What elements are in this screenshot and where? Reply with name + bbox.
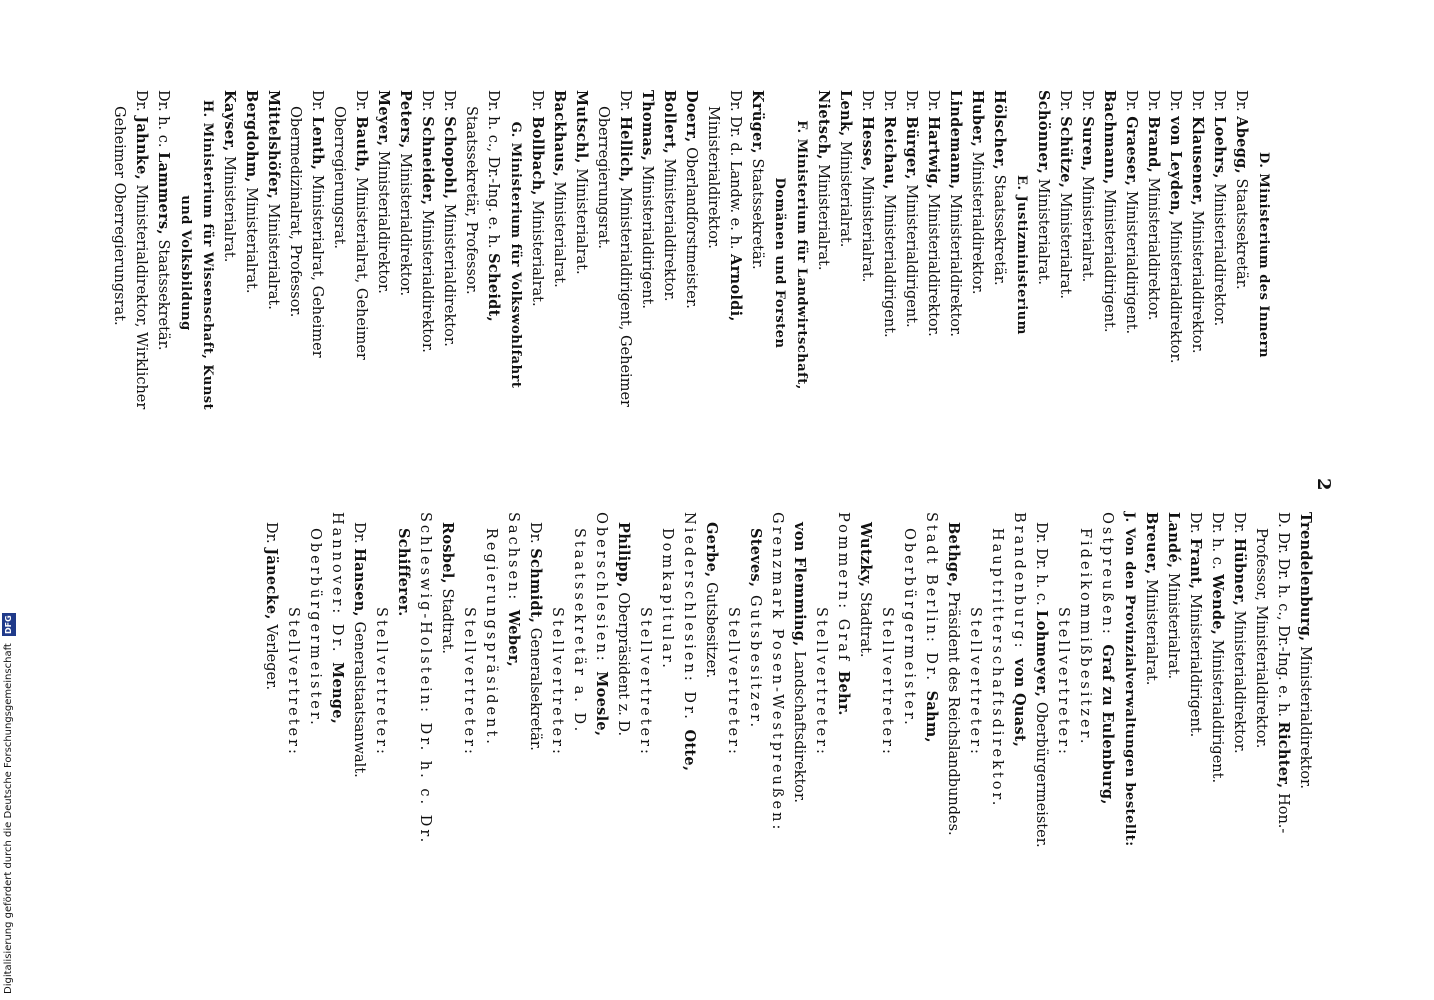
entry-role: Ministerialdirigent. bbox=[881, 189, 897, 338]
footer-credit-text: Digitalisierung gefördert durch die Deutsche Forschungsgemeinschaft bbox=[3, 643, 14, 994]
entry-line bbox=[900, 90, 922, 420]
province-line bbox=[986, 512, 1030, 852]
deputy-entry bbox=[436, 512, 458, 852]
person-name: von Leyden, bbox=[1167, 116, 1184, 216]
person-name: Bürger, bbox=[903, 116, 920, 180]
entry-role: Ministerialdirektor. bbox=[1297, 641, 1313, 789]
person-name: Lohmeyer, bbox=[1033, 610, 1050, 698]
person-name: Gerbe, bbox=[703, 522, 720, 578]
province-name: Hannover: bbox=[329, 512, 345, 624]
entry-line bbox=[592, 90, 636, 420]
section-heading: E. Justizministerium bbox=[1014, 175, 1029, 335]
entry-prefix: Dr. bbox=[1231, 512, 1247, 539]
person-name: Hübner, bbox=[1231, 538, 1248, 607]
entry-prefix: Dr. bbox=[419, 90, 435, 117]
entry-role: Staatssekretär. bbox=[155, 234, 171, 351]
deputy-label: Stellvertreter: bbox=[549, 607, 565, 757]
entry-prefix: Dr. h. c. Dr. bbox=[417, 722, 433, 846]
entry-prefix: Dr. bbox=[353, 90, 369, 117]
person-name: Jahnke, bbox=[133, 116, 150, 180]
entry-role: Ministerialdirigent. bbox=[903, 179, 919, 328]
person-name: Peters, bbox=[397, 90, 414, 149]
entry-role: Generalsekretär. bbox=[527, 623, 543, 751]
entry-role: Ministerialrat. bbox=[529, 195, 545, 307]
person-name: Bachmann, bbox=[1101, 90, 1118, 185]
entry-role: Ministerialdirektor. bbox=[419, 205, 435, 353]
entry-prefix: Dr. bbox=[923, 652, 939, 691]
entry-prefix: Dr. bbox=[1189, 90, 1205, 117]
entry-role: Domkapitular. bbox=[659, 528, 675, 671]
person-name: Otte, bbox=[681, 729, 698, 772]
deputy-entry bbox=[700, 512, 722, 852]
entry-line bbox=[1228, 512, 1250, 852]
entry-line bbox=[152, 90, 174, 420]
person-name: Schütze, bbox=[1057, 116, 1074, 189]
deputy-label: Stellvertreter: bbox=[637, 607, 653, 757]
entry-role: Ministerialrat. bbox=[1165, 568, 1181, 680]
person-name: Wutzky, bbox=[857, 522, 874, 588]
entry-role: Hon.-Professor, Ministerialdirektor. bbox=[1253, 528, 1291, 834]
section-heading: J. Von den Provinzialverwaltungen bestellt: bbox=[1122, 512, 1137, 847]
footer-strip bbox=[2, 606, 16, 994]
person-name: Landé, bbox=[1165, 512, 1182, 569]
entry-prefix: Dr. Dr. h. c. bbox=[1033, 522, 1049, 611]
province-name: Oberschlesien: bbox=[593, 512, 609, 672]
person-name: Krüger, bbox=[749, 90, 766, 154]
entry-line bbox=[856, 90, 878, 420]
entry-prefix: Dr. Dr. d. Landw. e. h. bbox=[727, 90, 743, 255]
entry-line bbox=[372, 90, 394, 420]
entry-line bbox=[834, 90, 856, 420]
entry-role: Ministerialrat. bbox=[221, 151, 237, 263]
entry-role: Ministerialdirektor. bbox=[441, 199, 457, 347]
entry-prefix: Dr. bbox=[529, 90, 545, 117]
person-name: Meyer, bbox=[375, 90, 392, 147]
province-line bbox=[898, 512, 942, 852]
entry-role: Hauptritterschaftsdirektor. bbox=[989, 528, 1005, 809]
person-name: Trendelenburg, bbox=[1297, 512, 1314, 642]
entry-role: Ministerialdirektor. bbox=[969, 147, 985, 295]
person-name: Rosbel, bbox=[439, 522, 456, 584]
entry-role: Ministerialdirigent. bbox=[1209, 635, 1225, 784]
entry-role: Ministerialrat. bbox=[573, 163, 589, 275]
person-name: Bergdohm, bbox=[243, 90, 260, 183]
person-name: Bollbach, bbox=[529, 116, 546, 196]
person-name: Schopohl, bbox=[441, 116, 458, 200]
entry-role: Staatssekretär. bbox=[1233, 173, 1249, 290]
entry-line bbox=[218, 90, 240, 420]
entry-line bbox=[1164, 90, 1186, 420]
entry-role: Regierungspräsident. bbox=[483, 528, 499, 747]
entry-line bbox=[460, 90, 504, 420]
entry-role: Ministerialdirektor. bbox=[1145, 173, 1161, 321]
entry-role: Fideikommißbesitzer. bbox=[1077, 528, 1093, 747]
person-name: Richter, bbox=[1275, 721, 1292, 789]
person-name: Graf zu Eulenburg, bbox=[1099, 644, 1116, 805]
entry-line bbox=[1162, 512, 1184, 852]
person-name: Schneider, bbox=[419, 116, 436, 206]
person-name: Jänecke, bbox=[263, 548, 280, 620]
entry-line bbox=[988, 90, 1010, 420]
person-name: Kayser, bbox=[221, 90, 238, 152]
entry-role: Ministerialdirigent. bbox=[1123, 186, 1139, 335]
person-name: Hellich, bbox=[617, 116, 634, 183]
entry-line bbox=[548, 90, 570, 420]
province-line bbox=[392, 512, 436, 852]
entry-line bbox=[394, 90, 416, 420]
entry-line bbox=[328, 90, 372, 420]
person-name: Lenth, bbox=[309, 116, 326, 171]
entry-prefix: Dr. bbox=[1167, 90, 1183, 117]
entry-role: Oberbürgermeister. bbox=[901, 528, 917, 728]
person-name: Loehrs, bbox=[1211, 116, 1228, 179]
entry-role: Ministerialrat, Geheimer Oberregierungsrat. bbox=[331, 106, 369, 360]
entry-line bbox=[1294, 512, 1316, 852]
entry-line bbox=[1208, 90, 1230, 420]
entry-prefix: Dr. h. c. bbox=[1209, 512, 1225, 575]
entry-role: Ministerialrat. bbox=[837, 136, 853, 248]
person-name: Sahm, bbox=[923, 690, 940, 743]
entry-prefix: Dr. bbox=[681, 691, 697, 730]
entry-line bbox=[1098, 90, 1120, 420]
deputy-label: Stellvertreter: bbox=[967, 607, 983, 757]
person-name: Weber, bbox=[505, 609, 522, 668]
person-name: Schifferer. bbox=[395, 528, 412, 617]
entry-line bbox=[240, 90, 262, 420]
person-name: Doerr, bbox=[683, 90, 700, 143]
entry-prefix: Dr. bbox=[351, 522, 367, 549]
entry-role: Ministerialrat. bbox=[1035, 174, 1051, 285]
entry-role: Gutsbesitzer. bbox=[747, 587, 763, 731]
section-heading: G. Ministerium für Volkswohlfahrt bbox=[508, 121, 523, 389]
entry-prefix: Dr. bbox=[881, 90, 897, 117]
entry-line bbox=[1054, 90, 1076, 420]
person-name: Menge, bbox=[329, 662, 346, 725]
entry-prefix: Dr. bbox=[617, 90, 633, 117]
person-name: Scheidt, bbox=[485, 253, 502, 322]
entry-prefix: Dr. bbox=[133, 90, 149, 117]
entry-line bbox=[812, 90, 834, 420]
province-line bbox=[1074, 512, 1118, 852]
entry-line bbox=[746, 90, 768, 420]
entry-role: Ministerialdirigent. bbox=[1101, 184, 1117, 333]
entry-prefix: D. Dr. Dr. h. c., Dr.-Ing. e. h. bbox=[1275, 512, 1291, 722]
entry-line bbox=[284, 90, 328, 420]
entry-line bbox=[658, 90, 680, 420]
entry-line bbox=[416, 90, 438, 420]
entry-prefix: Dr. bbox=[441, 90, 457, 117]
entry-line bbox=[262, 90, 284, 420]
entry-role: Ministerialdirektor. bbox=[705, 106, 721, 249]
entry-role: Ministerialdirektor. bbox=[1167, 215, 1183, 364]
person-name: Mutschl, bbox=[573, 90, 590, 164]
person-name: Lammers, bbox=[155, 152, 172, 235]
person-name: Klausener, bbox=[1189, 116, 1206, 207]
entry-role: Staatssekretär a. D. bbox=[571, 528, 587, 735]
entry-role: Oberpräsident z. D. bbox=[615, 587, 631, 737]
person-name: Mittelshöfer, bbox=[265, 90, 282, 200]
person-name: Schönner, bbox=[1035, 90, 1052, 175]
entry-role: Stadtrat. bbox=[857, 587, 873, 658]
person-name: Huber, bbox=[969, 90, 986, 148]
person-name: Reichau, bbox=[881, 116, 898, 190]
entry-line bbox=[1206, 512, 1228, 852]
deputy-entry bbox=[612, 512, 634, 852]
entry-role: Ministerialdirektor. bbox=[661, 153, 677, 302]
entry-line bbox=[1140, 512, 1162, 852]
section-heading: H. Ministerium für Wissenschaft, Kunst und Volksbildung bbox=[178, 99, 215, 411]
person-name: Steves, bbox=[747, 528, 764, 588]
person-name: Lenk, bbox=[837, 90, 854, 137]
entry-prefix: Dr. bbox=[527, 522, 543, 549]
entry-line bbox=[1142, 90, 1164, 420]
entry-line bbox=[1032, 90, 1054, 420]
person-name: Bauth, bbox=[353, 116, 370, 173]
person-name: Bethge, bbox=[945, 522, 962, 588]
deputy-label: Stellvertreter: bbox=[285, 607, 301, 757]
right-column bbox=[260, 512, 1316, 852]
page-number: 2 bbox=[1313, 478, 1334, 491]
entry-line bbox=[922, 90, 944, 420]
entry-role: Ministerialrat. bbox=[859, 171, 875, 283]
entry-line bbox=[1230, 90, 1252, 420]
entry-prefix: Dr. bbox=[1211, 90, 1227, 117]
entry-prefix: Dr. bbox=[309, 90, 325, 117]
entry-line bbox=[966, 90, 988, 420]
person-name: Philipp, bbox=[615, 522, 632, 588]
province-name: Sachsen: bbox=[505, 512, 521, 610]
person-name: Hartwig, bbox=[925, 116, 942, 190]
entry-line bbox=[1076, 90, 1098, 420]
province-name: Grenzmark Posen-Westpreußen: bbox=[769, 512, 785, 833]
entry-role: Generalstaatsanwalt. bbox=[351, 616, 367, 778]
entry-prefix: Dr. bbox=[1123, 90, 1139, 117]
person-name: Graeser, bbox=[1123, 116, 1140, 187]
entry-role: Ministerialdirektor. bbox=[1211, 178, 1227, 327]
province-name: Stadt Berlin: bbox=[923, 512, 939, 653]
entry-prefix: Dr. bbox=[329, 623, 345, 663]
deputy-label: Stellvertreter: bbox=[879, 607, 895, 757]
entry-line bbox=[702, 90, 746, 420]
entry-role: Ministerialrat. bbox=[551, 176, 567, 288]
entry-role: Landschaftsdirektor. bbox=[791, 646, 807, 803]
entry-prefix: Dr. bbox=[1079, 90, 1095, 117]
entry-prefix: Graf bbox=[835, 618, 851, 671]
entry-role: Ministerialrat. bbox=[1057, 188, 1073, 299]
person-name: Arnoldi, bbox=[727, 254, 744, 322]
person-name: Brand, bbox=[1145, 116, 1162, 174]
person-name: Hölscher, bbox=[991, 90, 1008, 170]
entry-line bbox=[1120, 90, 1142, 420]
entry-line bbox=[944, 90, 966, 420]
person-name: Bollert, bbox=[661, 90, 678, 154]
entry-line bbox=[878, 90, 900, 420]
province-line bbox=[656, 512, 700, 852]
deputy-label: Stellvertreter: bbox=[725, 607, 741, 757]
section-heading: D. Ministerium des Innern bbox=[1256, 152, 1271, 358]
entry-role: Ministerialdirektor. bbox=[397, 148, 413, 297]
person-name: Frant, bbox=[1187, 538, 1204, 590]
entry-prefix: Dr. bbox=[903, 90, 919, 117]
person-name: Thomas, bbox=[639, 90, 656, 162]
deputy-label: Stellvertreter: bbox=[1055, 607, 1071, 757]
person-name: Behr. bbox=[835, 670, 852, 716]
entry-role: Staatssekretär, Professor. bbox=[463, 106, 479, 295]
deputy-entry bbox=[260, 512, 282, 852]
province-line bbox=[568, 512, 612, 852]
entry-role: Ministerialrat, Geheimer Obermedizinalrat, Professor. bbox=[287, 106, 325, 358]
entry-role: Ministerialdirektor. bbox=[925, 189, 941, 337]
deputy-entry bbox=[854, 512, 876, 852]
entry-line bbox=[680, 90, 702, 420]
province-name: Pommern: bbox=[835, 512, 851, 619]
deputy-label: Stellvertreter: bbox=[461, 607, 477, 757]
person-name: Suren, bbox=[1079, 116, 1096, 172]
entry-role: Stadtrat. bbox=[439, 583, 455, 655]
entry-role: Staatssekretär. bbox=[991, 169, 1007, 286]
left-column bbox=[108, 90, 1316, 420]
entry-line bbox=[1250, 512, 1294, 852]
entry-prefix: Dr. bbox=[1233, 90, 1249, 117]
entry-role: Verleger. bbox=[263, 619, 279, 691]
province-name: Brandenburg: bbox=[1011, 512, 1027, 659]
entry-line bbox=[1184, 512, 1206, 852]
entry-line bbox=[438, 90, 460, 420]
section-heading: F. Ministerium für Landwirtschaft, Domänen und Forsten bbox=[772, 120, 809, 390]
entry-prefix: Dr. bbox=[925, 90, 941, 117]
entry-line bbox=[1186, 90, 1208, 420]
person-name: Schmidt, bbox=[527, 548, 544, 624]
entry-prefix: Dr. h. c., Dr.-Ing. e. h. bbox=[485, 90, 501, 254]
deputy-entry bbox=[788, 512, 810, 852]
person-name: von Flemming, bbox=[791, 522, 808, 647]
entry-role: Ministerialdirektor. bbox=[947, 189, 963, 337]
entry-prefix: Dr. bbox=[263, 522, 279, 549]
deputy-label: Stellvertreter: bbox=[813, 607, 829, 757]
entry-role: Ministerialdirigent. bbox=[1187, 589, 1203, 738]
entry-role: Ministerialdirigent, Geheimer Oberregierungsrat. bbox=[595, 106, 633, 407]
entry-prefix: Dr. bbox=[1057, 90, 1073, 117]
person-name: Hesse, bbox=[859, 116, 876, 172]
entry-role: Ministerialrat. bbox=[265, 199, 281, 310]
entry-line bbox=[108, 90, 152, 420]
entry-role: Ministerialrat. bbox=[243, 182, 259, 294]
province-name: Ostpreußen: bbox=[1099, 512, 1115, 645]
province-line bbox=[304, 512, 348, 852]
entry-role: Oberlandforstmeister. bbox=[683, 142, 699, 309]
province-line bbox=[832, 512, 854, 852]
entry-role: Ministerialrat. bbox=[1079, 171, 1095, 283]
entry-role: Oberbürgermeister. bbox=[307, 528, 323, 728]
entry-line bbox=[570, 90, 592, 420]
person-name: von Quast, bbox=[1011, 658, 1028, 748]
entry-prefix: Dr. bbox=[1187, 512, 1203, 539]
entry-role: Ministerialdirektor. bbox=[1231, 606, 1247, 754]
province-line bbox=[744, 512, 788, 852]
entry-line bbox=[526, 90, 548, 420]
entry-role: Präsident des Reichslandbundes. bbox=[945, 587, 961, 836]
deputy-entry bbox=[942, 512, 964, 852]
entry-prefix: Dr. bbox=[1145, 90, 1161, 117]
deputy-label: Stellvertreter: bbox=[373, 607, 389, 757]
person-name: Breuer, bbox=[1143, 512, 1160, 575]
province-name: Niederschlesien: bbox=[681, 512, 697, 692]
footer-credit bbox=[2, 606, 16, 994]
province-line bbox=[480, 512, 524, 852]
entry-role: Ministerialdirigent. bbox=[639, 161, 655, 309]
entry-line bbox=[636, 90, 658, 420]
person-name: Nietsch, bbox=[815, 90, 832, 160]
person-name: Moesle, bbox=[593, 671, 610, 737]
entry-role: Oberbürgermeister. bbox=[1033, 697, 1049, 848]
deputy-entry bbox=[1030, 512, 1052, 852]
entry-role: Ministerialrat. bbox=[815, 159, 831, 271]
entry-role: Ministerialrat. bbox=[1143, 574, 1159, 686]
entry-role: Ministerialdirektor, Wirklicher Geheimer Oberregierungsrat. bbox=[111, 106, 149, 410]
entry-role: Ministerialdirektor. bbox=[375, 146, 391, 294]
entry-role: Ministerialdirektor. bbox=[1189, 206, 1205, 354]
person-name: Abegg, bbox=[1233, 116, 1250, 174]
person-name: Wende, bbox=[1209, 574, 1226, 636]
dfg-logo: DFG bbox=[2, 613, 16, 636]
person-name: Backhaus, bbox=[551, 90, 568, 177]
province-name: Schleswig-Holstein: bbox=[417, 512, 433, 723]
person-name: Hansen, bbox=[351, 548, 368, 617]
entry-role: Staatssekretär. bbox=[749, 153, 765, 270]
entry-role: Gutsbesitzer. bbox=[703, 577, 719, 679]
deputy-entry bbox=[524, 512, 546, 852]
entry-prefix: Dr. bbox=[859, 90, 875, 117]
deputy-entry bbox=[348, 512, 370, 852]
person-name: Lindemann, bbox=[947, 90, 964, 190]
entry-prefix: Dr. h. c. bbox=[155, 90, 171, 153]
